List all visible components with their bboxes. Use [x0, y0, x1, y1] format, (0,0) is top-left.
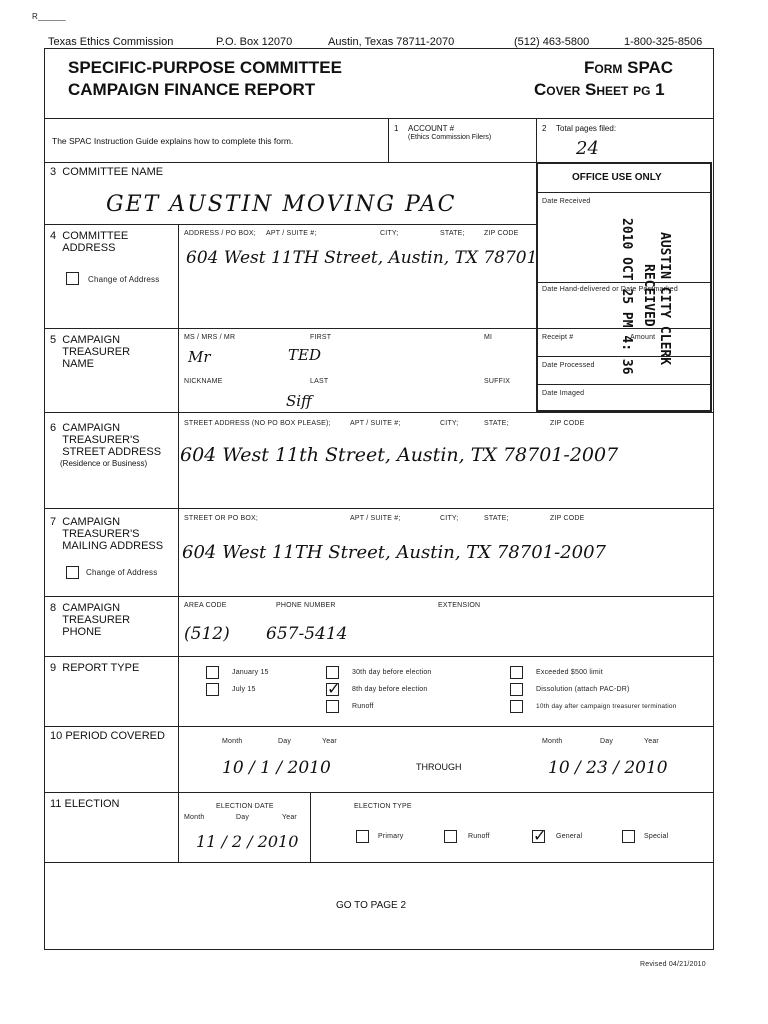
pages-num: 2 [542, 124, 547, 133]
account-label: ACCOUNT # [408, 124, 455, 133]
election-general-label: General [556, 833, 583, 840]
report-jan15-label: January 15 [232, 669, 269, 676]
street-col-address: STREET ADDRESS (NO PO BOX PLEASE); [184, 420, 331, 427]
treasurer-first-value: TED [288, 346, 321, 364]
election-date-value: 11 / 2 / 2010 [196, 832, 299, 851]
report-exceeded-checkbox[interactable] [510, 666, 523, 679]
rule-account-left [388, 118, 389, 162]
phone-col-area: AREA CODE [184, 602, 227, 609]
period-from-day: Day [278, 738, 292, 745]
election-type-label: ELECTION TYPE [354, 803, 412, 810]
rule-election [44, 862, 713, 863]
election-year: Year [282, 814, 297, 821]
rule-election-split [310, 792, 311, 862]
stamp-office: AUSTIN CITY CLERK [657, 232, 672, 366]
election-date-label: ELECTION DATE [216, 803, 274, 810]
corner-mark: R______ [32, 12, 66, 21]
mailing-change-address-label: Change of Address [86, 568, 158, 577]
report-8day-checkbox[interactable] [326, 683, 339, 696]
period-through: THROUGH [416, 762, 462, 772]
instruction-text: The SPAC Instruction Guide explains how to complete this form. [52, 136, 294, 146]
rule-mailing [44, 596, 713, 597]
treasurer-street-value: 604 West 11th Street, Austin, TX 78701-2007 [180, 444, 619, 466]
period-to-year: Year [644, 738, 659, 745]
office-date-processed: Date Processed [542, 362, 595, 369]
report-jan15-checkbox[interactable] [206, 666, 219, 679]
account-num: 1 [394, 124, 399, 133]
report-dissolution-checkbox[interactable] [510, 683, 523, 696]
period-to-month: Month [542, 738, 563, 745]
committee-change-address-label: Change of Address [88, 275, 160, 284]
committee-address-value: 604 West 11TH Street, Austin, TX 78701 [186, 248, 538, 268]
office-date-hand: Date Hand-delivered or Date Postmarked [542, 286, 678, 293]
form-code: Form SPAC [584, 58, 674, 77]
report-10day-checkbox[interactable] [510, 700, 523, 713]
report-dissolution-label: Dissolution (attach PAC-DR) [536, 686, 630, 693]
office-amount: Amount [630, 334, 656, 341]
rule-reporttype [44, 726, 713, 727]
election-label: 11 ELECTION [50, 798, 120, 810]
office-receipt: Receipt # [542, 334, 574, 341]
mailing-col-address: STREET OR PO BOX; [184, 515, 259, 522]
treasurer-mailing-label: 7 CAMPAIGN TREASURER'S MAILING ADDRESS [50, 516, 164, 552]
form-sheet: Cover Sheet pg 1 [534, 80, 665, 99]
committee-col-state: STATE; [440, 230, 465, 237]
report-30day-checkbox[interactable] [326, 666, 339, 679]
committee-col-apt: APT / SUITE #; [266, 230, 317, 237]
agency-name: Texas Ethics Commission [48, 36, 174, 48]
report-exceeded-label: Exceeded $500 limit [536, 669, 603, 676]
office-rule-5 [536, 384, 712, 385]
rule-period [44, 792, 713, 793]
committee-value: GET AUSTIN MOVING PAC [106, 192, 457, 217]
rule-committee [44, 224, 536, 225]
committee-address-label: 4 COMMITTEE ADDRESS [50, 230, 129, 254]
rule-header [44, 118, 713, 119]
office-rule-1 [536, 192, 712, 193]
treasurer-col-nick: NICKNAME [184, 378, 223, 385]
period-from-month: Month [222, 738, 243, 745]
rule-phone [44, 656, 713, 657]
treasurer-col-suffix: SUFFIX [484, 378, 511, 385]
mailing-col-zip: ZIP CODE [550, 515, 585, 522]
election-runoff-checkbox[interactable] [444, 830, 457, 843]
election-primary-checkbox[interactable] [356, 830, 369, 843]
street-col-city: CITY; [440, 420, 459, 427]
stamp-received: RECEIVED [641, 264, 656, 327]
treasurer-mailing-value: 604 West 11TH Street, Austin, TX 78701-2007 [182, 542, 606, 563]
mailing-change-address-checkbox[interactable] [66, 566, 79, 579]
street-col-apt: APT / SUITE #; [350, 420, 401, 427]
committee-label: 3 COMMITTEE NAME [50, 166, 164, 178]
report-jul15-checkbox[interactable] [206, 683, 219, 696]
treasurer-col-first: FIRST [310, 334, 332, 341]
phone-col-ext: EXTENSION [438, 602, 481, 609]
pages-label: Total pages filed: [556, 124, 617, 133]
treasurer-col-title: MS / MRS / MR [184, 334, 236, 341]
phone-col-number: PHONE NUMBER [276, 602, 336, 609]
period-from-year: Year [322, 738, 337, 745]
office-date-imaged: Date Imaged [542, 390, 585, 397]
treasurer-phone-label: 8 CAMPAIGN TREASURER PHONE [50, 602, 131, 638]
committee-col-city: CITY; [380, 230, 399, 237]
period-to-day: Day [600, 738, 614, 745]
form-title-2: CAMPAIGN FINANCE REPORT [68, 80, 316, 99]
election-special-label: Special [644, 833, 669, 840]
office-date-received: Date Received [542, 198, 591, 205]
report-8day-label: 8th day before election [352, 686, 428, 693]
election-runoff-label: Runoff [468, 833, 490, 840]
agency-address: P.O. Box 12070 [216, 36, 293, 48]
treasurer-street-sub: (Residence or Business) [60, 459, 148, 468]
period-to-value: 10 / 23 / 2010 [548, 758, 668, 778]
agency-tollfree: 1-800-325-8506 [624, 36, 703, 48]
treasurer-title-value: Mr [188, 348, 211, 366]
report-runoff-checkbox[interactable] [326, 700, 339, 713]
rule-street [44, 508, 713, 509]
street-col-state: STATE; [484, 420, 509, 427]
pages-value: 24 [576, 138, 599, 159]
rule-label-column [178, 224, 179, 862]
treasurer-name-label: 5 CAMPAIGN TREASURER NAME [50, 334, 131, 370]
committee-col-address: ADDRESS / PO BOX; [184, 230, 256, 237]
phone-area-value: (512) [184, 624, 230, 644]
election-primary-label: Primary [378, 833, 404, 840]
committee-change-address-checkbox[interactable] [66, 272, 79, 285]
election-day: Day [236, 814, 250, 821]
committee-col-zip: ZIP CODE [484, 230, 519, 237]
mailing-col-state: STATE; [484, 515, 509, 522]
report-jul15-label: July 15 [232, 686, 256, 693]
office-use-title: OFFICE USE ONLY [572, 172, 662, 183]
street-col-zip: ZIP CODE [550, 420, 585, 427]
account-sub: (Ethics Commission Filers) [408, 134, 492, 141]
revised-date: Revised 04/21/2010 [640, 961, 706, 968]
form-title-1: SPECIFIC-PURPOSE COMMITTEE [68, 58, 342, 77]
election-general-checkbox[interactable] [532, 830, 545, 843]
rule-address [44, 328, 536, 329]
phone-number-value: 657-5414 [266, 624, 348, 644]
election-special-checkbox[interactable] [622, 830, 635, 843]
report-type-label: 9 REPORT TYPE [50, 662, 140, 674]
report-10day-label: 10th day after campaign treasurer termination [536, 703, 677, 710]
go-to-page-2: GO TO PAGE 2 [336, 900, 407, 911]
report-runoff-label: Runoff [352, 703, 374, 710]
treasurer-last-value: Siff [286, 392, 312, 410]
treasurer-col-last: LAST [310, 378, 329, 385]
mailing-col-city: CITY; [440, 515, 459, 522]
rule-instruction [44, 162, 536, 163]
treasurer-col-mi: MI [484, 334, 493, 341]
period-from-value: 10 / 1 / 2010 [222, 758, 331, 778]
treasurer-street-label: 6 CAMPAIGN TREASURER'S STREET ADDRESS [50, 422, 162, 458]
period-label: 10 PERIOD COVERED [50, 730, 165, 742]
report-30day-label: 30th day before election [352, 669, 432, 676]
agency-phone: (512) 463-5800 [514, 36, 590, 48]
stamp-date: 2010 OCT 25 PM 4: 36 [619, 218, 634, 375]
mailing-col-apt: APT / SUITE #; [350, 515, 401, 522]
rule-name [44, 412, 713, 413]
election-month: Month [184, 814, 205, 821]
agency-city: Austin, Texas 78711-2070 [328, 36, 455, 48]
